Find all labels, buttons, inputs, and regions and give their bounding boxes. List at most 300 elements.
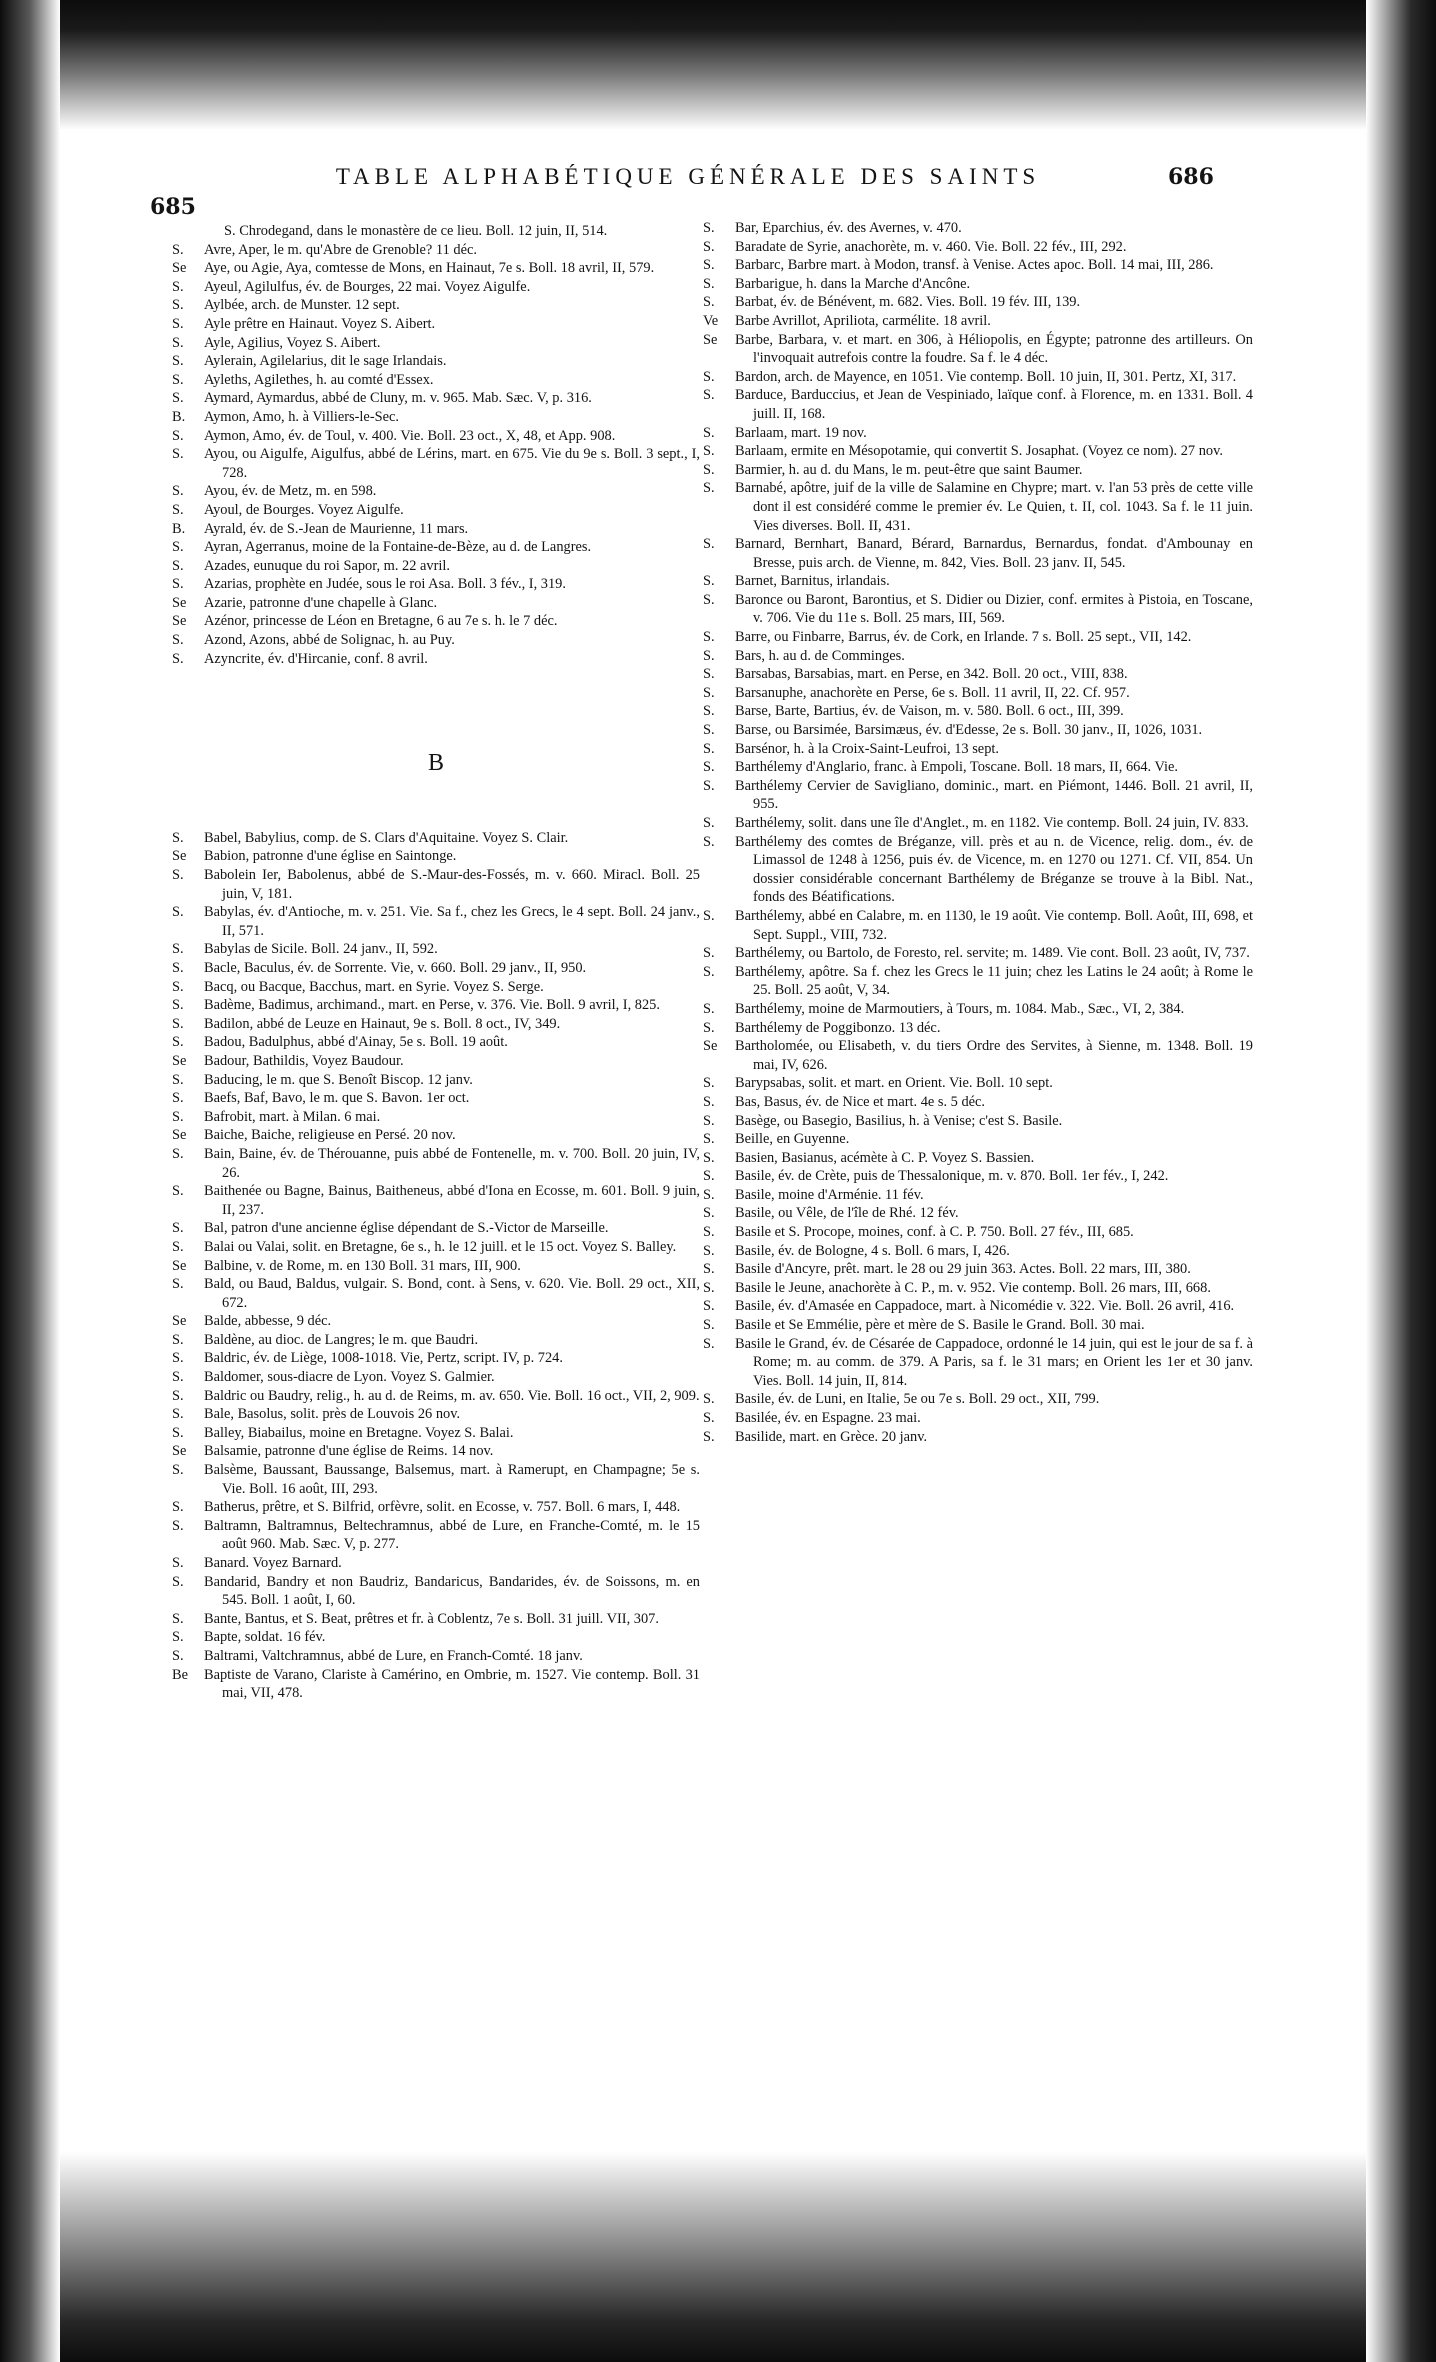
- entry-text: Bacle, Baculus, év. de Sorrente. Vie, v. 660. Boll. 29 janv., II, 950.: [204, 960, 587, 976]
- saint-entry: [703, 777, 1253, 814]
- entry-rank: S.: [703, 1093, 715, 1110]
- saint-entry: [172, 278, 700, 297]
- saint-entry: [172, 1628, 700, 1647]
- entry-rank: S.: [703, 1279, 715, 1296]
- saint-entry: [703, 665, 1253, 684]
- entry-text: Ayle prêtre en Hainaut. Voyez S. Aibert.: [204, 315, 436, 332]
- entry-text: Azarie, patronne d'une chapelle à Glanc.: [204, 594, 438, 611]
- entry-rank: S.: [172, 1108, 184, 1125]
- saint-entry: [703, 1093, 1253, 1112]
- saint-entry: [172, 1610, 700, 1629]
- entry-rank: S.: [172, 539, 184, 556]
- saint-entry: [172, 1387, 700, 1406]
- entry-text: Balsamie, patronne d'une église de Reims. 14 nov.: [204, 1443, 494, 1460]
- entry-text: Barnabé, apôtre, juif de la ville de Salamine en Chypre; mart. v. l'an 53 près de cette ville dont il est considéré comme le premier év. Le Quien, t. II, col. 1043. Sa f. le 11 juin. Vies diverses. Boll. II, 431.: [735, 480, 1253, 534]
- entry-rank: S.: [703, 387, 715, 404]
- saint-entry: [172, 1145, 700, 1182]
- saint-entry: [703, 591, 1253, 628]
- entry-rank: S.: [172, 427, 184, 444]
- entry-rank: S.: [172, 334, 184, 351]
- entry-text: Barsabas, Barsabias, mart. en Perse, en 342. Boll. 20 oct., VIII, 838.: [735, 666, 1128, 683]
- saint-entry: [703, 572, 1253, 591]
- saint-entry: [172, 315, 700, 334]
- entry-text: Barthélemy, moine de Marmoutiers, à Tours, m. 1084. Mab., Sæc., VI, 2, 384.: [735, 1000, 1185, 1017]
- entry-text: Barthélemy de Poggibonzo. 13 déc.: [735, 1019, 941, 1036]
- entry-text: Azarias, prophète en Judée, sous le roi Asa. Boll. 3 fév., I, 319.: [204, 576, 566, 593]
- entry-rank: S.: [703, 684, 715, 701]
- entry-rank: S.: [172, 978, 184, 995]
- saint-entry: [172, 940, 700, 959]
- entry-text: Barsanuphe, anachorète en Perse, 6e s. Boll. 11 avril, II, 22. Cf. 957.: [735, 684, 1130, 701]
- section-gap: [172, 668, 700, 754]
- entry-rank: S.: [703, 703, 715, 720]
- saint-entry: [172, 996, 700, 1015]
- saint-entry: [172, 1071, 700, 1090]
- entry-rank: S.: [703, 368, 715, 385]
- entry-text: Barlaam, ermite en Mésopotamie, qui convertit S. Josaphat. (Voyez ce nom). 27 nov.: [735, 443, 1223, 460]
- entry-text: Barbe, Barbara, v. et mart. en 306, à Héliopolis, en Égypte; patronne des artilleurs. On l'invoquait autrefois contre la foudre. Sa f. le 4 déc.: [735, 331, 1253, 367]
- scan-shadow-right: [1366, 0, 1436, 2362]
- entry-rank: S.: [172, 278, 184, 295]
- saint-entry: [703, 368, 1253, 387]
- entry-text: Ayou, ou Aigulfe, Aigulfus, abbé de Lérins, mart. en 675. Vie du 9e s. Boll. 3 sept., I, 728.: [204, 446, 700, 481]
- entry-text: Bardon, arch. de Mayence, en 1051. Vie contemp. Boll. 10 juin, II, 301. Pertz, XI, 317.: [735, 368, 1237, 385]
- entry-text: Baefs, Baf, Bavo, le m. que S. Bavon. 1er oct.: [204, 1090, 470, 1107]
- saint-entry: [172, 1238, 700, 1257]
- saint-entry: [172, 829, 700, 848]
- entry-text: Barsénor, h. à la Croix-Saint-Leufroi, 13 sept.: [735, 740, 999, 757]
- entry-text: Azades, eunuque du roi Sapor, m. 22 avril.: [204, 557, 451, 574]
- saint-entry: [172, 1517, 700, 1554]
- entry-text: Bal, patron d'une ancienne église dépendant de S.-Victor de Marseille.: [204, 1220, 609, 1237]
- saint-entry: [703, 1186, 1253, 1205]
- entry-rank: S.: [703, 1075, 715, 1092]
- entry-text: Badou, Badulphus, abbé d'Ainay, 5e s. Boll. 19 août.: [204, 1034, 508, 1051]
- scan-shadow-left: [0, 0, 60, 2362]
- saint-entry: [703, 721, 1253, 740]
- saint-entry: [703, 1130, 1253, 1149]
- entry-rank: S.: [703, 1391, 715, 1408]
- entry-rank: S.: [172, 1647, 184, 1664]
- entry-text: Balsème, Baussant, Baussange, Balsemus, mart. à Ramerupt, en Champagne; 5e s. Vie. Boll. 16 août, III, 293.: [204, 1462, 700, 1497]
- entry-text: Babylas de Sicile. Boll. 24 janv., II, 592.: [204, 941, 438, 958]
- saint-entry: [703, 628, 1253, 647]
- entry-text: Baronce ou Baront, Barontius, et S. Didier ou Dizier, conf. ermites à Pistoia, en Toscane, v. 706. Vie du 11e s. Boll. 25 mars, III, 569.: [735, 591, 1253, 627]
- entry-text: Basile, ou Vêle, de l'île de Rhé. 12 fév.: [735, 1205, 959, 1222]
- page-number-left: 685: [150, 194, 196, 220]
- entry-text: Ayle, Agilius, Voyez S. Aibert.: [204, 334, 381, 351]
- saint-entry: [703, 1167, 1253, 1186]
- entry-text: Barthélemy, abbé en Calabre, m. en 1130, le 19 août. Vie contemp. Boll. Août, III, 698, et Sept. Suppl., VIII, 732.: [735, 907, 1253, 943]
- saint-entry: [703, 1112, 1253, 1131]
- entry-rank: S.: [703, 759, 715, 776]
- entry-rank: S.: [172, 1573, 184, 1590]
- entry-rank: S.: [172, 353, 184, 370]
- entry-text: Ayran, Agerranus, moine de la Fontaine-de-Bèze, au d. de Langres.: [204, 539, 592, 556]
- entry-rank: S.: [703, 573, 715, 590]
- entry-text: Balde, abbesse, 9 déc.: [204, 1313, 332, 1330]
- entry-text: Badilon, abbé de Leuze en Hainaut, 9e s. Boll. 8 oct., IV, 349.: [204, 1015, 561, 1032]
- right-column: [703, 219, 1253, 1446]
- saint-entry: [172, 241, 700, 260]
- entry-rank: S.: [172, 446, 184, 463]
- saint-entry: [172, 1312, 700, 1331]
- entry-text: Barnet, Barnitus, irlandais.: [735, 573, 890, 590]
- entry-text: Avre, Aper, le m. qu'Abre de Grenoble? 11 déc.: [204, 241, 477, 258]
- entry-rank: Se: [172, 1127, 187, 1144]
- saint-entry: [703, 963, 1253, 1000]
- entry-rank: S.: [172, 1629, 184, 1646]
- entry-text: Barmier, h. au d. du Mans, le m. peut-être que saint Baumer.: [735, 461, 1083, 478]
- entry-rank: S.: [703, 1242, 715, 1259]
- entry-rank: S.: [703, 1112, 715, 1129]
- entry-rank: S.: [703, 1149, 715, 1166]
- entry-text: Basège, ou Basegio, Basilius, h. à Venise; c'est S. Basile.: [735, 1112, 1063, 1129]
- saint-entry: [172, 1405, 700, 1424]
- saint-entry: [172, 296, 700, 315]
- entry-rank: S.: [172, 829, 184, 846]
- entry-text: Bacq, ou Bacque, Bacchus, mart. en Syrie. Voyez S. Serge.: [204, 978, 544, 995]
- entry-rank: S.: [172, 1145, 184, 1162]
- entry-rank: S.: [703, 722, 715, 739]
- entry-text: Ayou, év. de Metz, m. en 598.: [204, 483, 377, 500]
- saint-entry: [703, 1000, 1253, 1019]
- entry-rank: S.: [703, 220, 715, 236]
- entry-rank: S.: [703, 1224, 715, 1241]
- saint-entry: [172, 445, 700, 482]
- saint-entry: [703, 331, 1253, 368]
- saint-entry: [172, 631, 700, 650]
- entry-rank: S.: [172, 632, 184, 649]
- saint-entry: [172, 959, 700, 978]
- entry-rank: Se: [172, 848, 187, 865]
- saint-entry: [172, 557, 700, 576]
- entry-rank: Se: [172, 1313, 187, 1330]
- entry-text: Badour, Bathildis, Voyez Baudour.: [204, 1052, 404, 1069]
- entry-rank: S.: [703, 740, 715, 757]
- saint-entry: [172, 538, 700, 557]
- entry-text: Baldric, év. de Liège, 1008-1018. Vie, Pertz, script. IV, p. 724.: [204, 1350, 563, 1367]
- entry-rank: B.: [172, 520, 186, 537]
- entry-rank: S.: [703, 833, 715, 850]
- entry-rank: S.: [172, 997, 184, 1014]
- entry-rank: Se: [172, 1257, 187, 1274]
- entry-rank: S.: [172, 904, 184, 921]
- entry-text: Basile, év. de Luni, en Italie, 5e ou 7e s. Boll. 29 oct., XII, 799.: [735, 1391, 1100, 1408]
- entry-rank: S.: [172, 576, 184, 593]
- entry-rank: Se: [172, 1052, 187, 1069]
- entries-a-section: [172, 222, 700, 668]
- saint-entry: [703, 1223, 1253, 1242]
- saint-entry: [703, 833, 1253, 907]
- entry-text: Bale, Basolus, solit. près de Louvois 26 nov.: [204, 1406, 461, 1423]
- saint-entry: [703, 442, 1253, 461]
- entry-rank: S.: [172, 557, 184, 574]
- running-title: TABLE ALPHABÉTIQUE GÉNÉRALE DES SAINTS: [335, 164, 1041, 189]
- entry-rank: S.: [172, 960, 184, 976]
- entry-rank: S.: [172, 1331, 184, 1348]
- saint-entry: [703, 1019, 1253, 1038]
- saint-entry: [703, 424, 1253, 443]
- entry-text: Beille, en Guyenne.: [735, 1131, 850, 1148]
- entry-rank: S.: [172, 241, 184, 258]
- entry-text: Bante, Bantus, et S. Beat, prêtres et fr. à Coblentz, 7e s. Boll. 31 juill. VII, 307.: [204, 1610, 659, 1627]
- saint-entry: [172, 1033, 700, 1052]
- entry-rank: S.: [703, 443, 715, 460]
- entry-rank: S.: [172, 941, 184, 958]
- entry-rank: S.: [172, 501, 184, 518]
- entry-text: Basile, év. de Crète, puis de Thessalonique, m. v. 870. Boll. 1er fév., I, 242.: [735, 1168, 1169, 1185]
- saint-entry: [703, 1279, 1253, 1298]
- entry-rank: S.: [703, 461, 715, 478]
- saint-entry: [703, 944, 1253, 963]
- entry-text: Badème, Badimus, archimand., mart. en Perse, v. 376. Vie. Boll. 9 avril, I, 825.: [204, 997, 660, 1014]
- entry-rank: S.: [172, 1610, 184, 1627]
- saint-entry: [172, 1442, 700, 1461]
- entry-rank: S.: [172, 1183, 184, 1200]
- entry-text: Baradate de Syrie, anachorète, m. v. 460. Vie. Boll. 22 fév., III, 292.: [735, 238, 1127, 255]
- saint-entry: [172, 650, 700, 669]
- entry-text: Basile et S. Procope, moines, conf. à C. P. 750. Boll. 27 fév., III, 685.: [735, 1224, 1134, 1241]
- saint-entry: [703, 758, 1253, 777]
- saint-entry: [703, 1316, 1253, 1335]
- entry-text: Barthélemy, apôtre. Sa f. chez les Grecs le 11 juin; chez les Latins le 24 août; à Rome le 25. Boll. 25 août, V, 34.: [735, 963, 1253, 999]
- entry-text: Ayrald, év. de S.-Jean de Maurienne, 11 mars.: [204, 520, 469, 537]
- entry-rank: S.: [703, 963, 715, 980]
- saint-entry: [172, 259, 700, 278]
- entry-rank: S.: [703, 629, 715, 646]
- entry-text: Barse, ou Barsimée, Barsimæus, év. d'Edesse, 2e s. Boll. 30 janv., II, 1026, 1031.: [735, 722, 1203, 739]
- entry-text: Ayoul, de Bourges. Voyez Aigulfe.: [204, 501, 404, 518]
- entry-rank: S.: [172, 1462, 184, 1479]
- entry-text: Bar, Eparchius, év. des Avernes, v. 470.: [735, 220, 962, 236]
- entry-text: Barbe Avrillot, Apriliota, carmélite. 18 avril.: [735, 312, 991, 329]
- entry-rank: S.: [172, 1369, 184, 1386]
- saint-entry: [172, 1126, 700, 1145]
- entry-rank: S.: [703, 1205, 715, 1222]
- entry-text: Baldomer, sous-diacre de Lyon. Voyez S. Galmier.: [204, 1369, 495, 1386]
- saint-entry: [172, 352, 700, 371]
- entry-text: Basile, év. d'Amasée en Cappadoce, mart. à Nicomédie v. 322. Vie. Boll. 26 avril, 416.: [735, 1298, 1235, 1315]
- saint-entry: [172, 575, 700, 594]
- saint-entry: [172, 847, 700, 866]
- entry-text: Azyncrite, év. d'Hircanie, conf. 8 avril.: [204, 650, 428, 667]
- entry-text: Baltramn, Baltramnus, Beltechramnus, abbé de Lure, en Franche-Comté, m. le 15 août 960. Mab. Sæc. V, p. 277.: [204, 1517, 700, 1553]
- entry-rank: S.: [172, 867, 184, 884]
- saint-entry: [172, 903, 700, 940]
- saint-entry: [703, 275, 1253, 294]
- entry-text: Basile le Jeune, anachorète à C. P., m. v. 952. Vie contemp. Boll. 26 mars, III, 668.: [735, 1279, 1211, 1296]
- entry-text: Barnard, Bernhart, Banard, Bérard, Barnardus, Bernardus, fondat. d'Ambounay en Bresse, puis arch. de Vienne, m. 842, Vies. Boll. 23 janv. II, 545.: [735, 536, 1253, 571]
- saint-entry: [172, 1052, 700, 1071]
- saint-entry: [703, 461, 1253, 480]
- entry-text: Azénor, princesse de Léon en Bretagne, 6 au 7e s. h. le 7 déc.: [204, 613, 558, 630]
- entry-rank: Se: [172, 594, 187, 611]
- saint-entry: [703, 1204, 1253, 1223]
- entry-text: Basilée, év. en Espagne. 23 mai.: [735, 1410, 921, 1426]
- entry-text: Barthélemy, ou Bartolo, de Foresto, rel. servite; m. 1489. Vie cont. Boll. 23 août, IV, 737.: [735, 945, 1250, 962]
- entry-text: Bartholomée, ou Elisabeth, v. du tiers Ordre des Servites, à Sienne, m. 1348. Boll. 19 mai, IV, 626.: [735, 1038, 1253, 1073]
- entry-text: Bald, ou Baud, Baldus, vulgair. S. Bond, cont. à Sens, v. 620. Vie. Boll. 29 oct., XII, 672.: [204, 1276, 700, 1311]
- entry-text: Babylas, év. d'Antioche, m. v. 251. Vie. Sa f., chez les Grecs, le 4 sept. Boll. 24 janv., II, 571.: [204, 904, 700, 939]
- entry-rank: S.: [703, 1261, 715, 1278]
- saint-entry: [703, 1074, 1253, 1093]
- entry-text: Bandarid, Bandry et non Baudriz, Bandaricus, Bandarides, év. de Soissons, m. en 545. Boll. 1 août, I, 60.: [204, 1573, 700, 1609]
- saint-entry: [172, 1331, 700, 1350]
- saint-entry: [703, 386, 1253, 423]
- entry-rank: S.: [703, 1317, 715, 1334]
- entry-text: Basile le Grand, év. de Césarée de Cappadoce, ordonné le 14 juin, qui est le jour de sa f. à Rome; m. au comm. de 379. A Paris, sa f. le 31 mars; en Orient les 1er et 30 janv. Vies. Boll. 14 juin, II, 814.: [735, 1335, 1253, 1389]
- entry-rank: B.: [172, 408, 186, 425]
- entry-text: Aye, ou Agie, Aya, comtesse de Mons, en Hainaut, 7e s. Boll. 18 avril, II, 579.: [204, 260, 655, 277]
- entry-text: Bafrobit, mart. à Milan. 6 mai.: [204, 1108, 381, 1125]
- entry-rank: S.: [703, 1298, 715, 1315]
- entry-text: Basile et Se Emmélie, père et mère de S. Basile le Grand. Boll. 30 mai.: [735, 1317, 1145, 1334]
- entry-text: Barse, Barte, Bartius, év. de Vaison, m. v. 580. Boll. 6 oct., III, 399.: [735, 703, 1124, 720]
- scan-shadow-top: [0, 0, 1436, 130]
- entry-text: Basien, Basianus, acémète à C. P. Voyez S. Bassien.: [735, 1149, 1035, 1166]
- entry-rank: S.: [703, 257, 715, 274]
- saint-entry: [703, 312, 1253, 331]
- entry-text: Ayleths, Agilethes, h. au comté d'Essex.: [204, 371, 434, 388]
- entry-text: Babel, Babylius, comp. de S. Clars d'Aquitaine. Voyez S. Clair.: [204, 829, 569, 846]
- entry-text: Aylerain, Agilelarius, dit le sage Irlandais.: [204, 353, 447, 370]
- saint-entry: [703, 1409, 1253, 1428]
- saint-entry: [172, 978, 700, 997]
- saint-entry: [703, 1242, 1253, 1261]
- saint-entry: [172, 1257, 700, 1276]
- entry-text: Balley, Biabailus, moine en Bretagne. Voyez S. Balai.: [204, 1424, 514, 1441]
- saint-entry: [703, 535, 1253, 572]
- saint-entry: [703, 1037, 1253, 1074]
- entry-text: Aymon, Amo, év. de Toul, v. 400. Vie. Boll. 23 oct., X, 48, et App. 908.: [204, 427, 616, 444]
- saint-entry: [172, 1666, 700, 1703]
- entry-rank: S.: [172, 650, 184, 667]
- entry-rank: S.: [703, 1335, 715, 1352]
- saint-entry: [172, 520, 700, 539]
- saint-entry: [703, 1260, 1253, 1279]
- entry-text: Bapte, soldat. 16 fév.: [204, 1629, 326, 1646]
- entry-rank: Be: [172, 1666, 188, 1683]
- entry-text: Baducing, le m. que S. Benoît Biscop. 12 janv.: [204, 1071, 473, 1088]
- entry-rank: S.: [172, 1350, 184, 1367]
- entry-text: Barthélemy des comtes de Bréganze, vill. près et au n. de Vicence, relig. dom., év. de Limassol de 1248 à 1256, puis év. de Vicence, m. en 1270 ou 1271. Cf. VII, 854. Un dossier considérable concernant Barthélemy de Bréganze se trouve à la Bibl. Nat., fonds des Béatifications.: [735, 833, 1253, 906]
- entry-rank: S.: [703, 1428, 715, 1445]
- entry-rank: S.: [172, 1276, 184, 1293]
- entry-rank: S.: [703, 1168, 715, 1185]
- saint-entry: [172, 1219, 700, 1238]
- entry-rank: S.: [703, 777, 715, 794]
- entry-rank: S.: [703, 591, 715, 608]
- entry-rank: S.: [703, 945, 715, 962]
- saint-entry: [703, 647, 1253, 666]
- entries-b-continued: [703, 219, 1253, 1446]
- entry-text: S. Chrodegand, dans le monastère de ce lieu. Boll. 12 juin, II, 514.: [224, 223, 608, 239]
- entry-rank: Se: [172, 613, 187, 630]
- saint-entry: [172, 427, 700, 446]
- page-number-right: 686: [1168, 164, 1214, 190]
- entry-rank: S.: [703, 1186, 715, 1203]
- entry-rank: S.: [172, 1387, 184, 1404]
- saint-entry: [172, 1498, 700, 1517]
- saint-entry: [703, 1297, 1253, 1316]
- saint-entry: [172, 371, 700, 390]
- entry-rank: S.: [172, 1517, 184, 1534]
- entry-rank: S.: [703, 1019, 715, 1036]
- entry-text: Barre, ou Finbarre, Barrus, év. de Cork, en Irlande. 7 s. Boll. 25 sept., VII, 142.: [735, 629, 1192, 646]
- entry-rank: S.: [172, 1406, 184, 1423]
- saint-entry: [703, 256, 1253, 275]
- saint-entry: [703, 1428, 1253, 1447]
- saint-entry: [703, 907, 1253, 944]
- entry-text: Ayeul, Agilulfus, év. de Bourges, 22 mai. Voyez Aigulfe.: [204, 278, 531, 295]
- saint-entry: [703, 1335, 1253, 1391]
- entry-rank: S.: [172, 390, 184, 407]
- entry-rank: S.: [172, 1424, 184, 1441]
- saint-entry: [172, 222, 700, 241]
- entry-rank: Se: [172, 1443, 187, 1460]
- saint-entry: [172, 1647, 700, 1666]
- entry-text: Baiche, Baiche, religieuse en Persé. 20 nov.: [204, 1127, 456, 1144]
- entry-text: Barduce, Barduccius, et Jean de Vespiniado, laïque conf. à Florence, m. en 1331. Boll. 4 juill. II, 168.: [735, 387, 1253, 422]
- saint-entry: [172, 594, 700, 613]
- entry-rank: Se: [703, 1038, 718, 1055]
- saint-entry: [172, 1424, 700, 1443]
- entry-rank: Se: [703, 331, 718, 348]
- entry-rank: S.: [703, 275, 715, 292]
- entry-text: Balai ou Valai, solit. en Bretagne, 6e s., h. le 12 juill. et le 15 oct. Voyez S. Balley.: [204, 1238, 677, 1255]
- entry-text: Babion, patronne d'une église en Saintonge.: [204, 848, 457, 865]
- entry-text: Basile, év. de Bologne, 4 s. Boll. 6 mars, I, 426.: [735, 1242, 1010, 1259]
- saint-entry: [703, 219, 1253, 238]
- saint-entry: [172, 1275, 700, 1312]
- entry-text: Aymard, Aymardus, abbé de Cluny, m. v. 965. Mab. Sæc. V, p. 316.: [204, 390, 592, 407]
- entry-rank: S.: [703, 666, 715, 683]
- saint-entry: [172, 1089, 700, 1108]
- entry-text: Basile d'Ancyre, prêt. mart. le 28 ou 29 juin 363. Actes. Boll. 22 mars, III, 380.: [735, 1261, 1191, 1278]
- entry-text: Aylbée, arch. de Munster. 12 sept.: [204, 297, 400, 314]
- saint-entry: [172, 1182, 700, 1219]
- entry-text: Barlaam, mart. 19 nov.: [735, 424, 867, 441]
- saint-entry: [172, 482, 700, 501]
- saint-entry: [172, 1461, 700, 1498]
- entry-text: Baltrami, Valtchramnus, abbé de Lure, en Franch-Comté. 18 janv.: [204, 1647, 583, 1664]
- entry-rank: S.: [703, 1000, 715, 1017]
- entries-b-section: [172, 829, 700, 1703]
- saint-entry: [172, 1349, 700, 1368]
- saint-entry: [172, 1015, 700, 1034]
- entry-rank: S.: [703, 1410, 715, 1426]
- saint-entry: [172, 334, 700, 353]
- entry-rank: S.: [172, 1034, 184, 1051]
- saint-entry: [703, 479, 1253, 535]
- saint-entry: [172, 1554, 700, 1573]
- entry-rank: S.: [172, 1499, 184, 1516]
- entry-rank: S.: [703, 536, 715, 553]
- section-letter: B: [427, 750, 444, 777]
- left-column: [172, 222, 700, 1703]
- entry-rank: S.: [703, 815, 715, 831]
- entry-rank: S.: [172, 1071, 184, 1088]
- saint-entry: [172, 1573, 700, 1610]
- entry-text: Banard. Voyez Barnard.: [204, 1555, 342, 1571]
- saint-entry: [172, 866, 700, 903]
- entry-text: Balbine, v. de Rome, m. en 130 Boll. 31 mars, III, 900.: [204, 1257, 521, 1274]
- entry-rank: S.: [172, 297, 184, 314]
- saint-entry: [172, 389, 700, 408]
- entry-text: Aymon, Amo, h. à Villiers-le-Sec.: [204, 408, 399, 425]
- entry-rank: S.: [172, 1090, 184, 1107]
